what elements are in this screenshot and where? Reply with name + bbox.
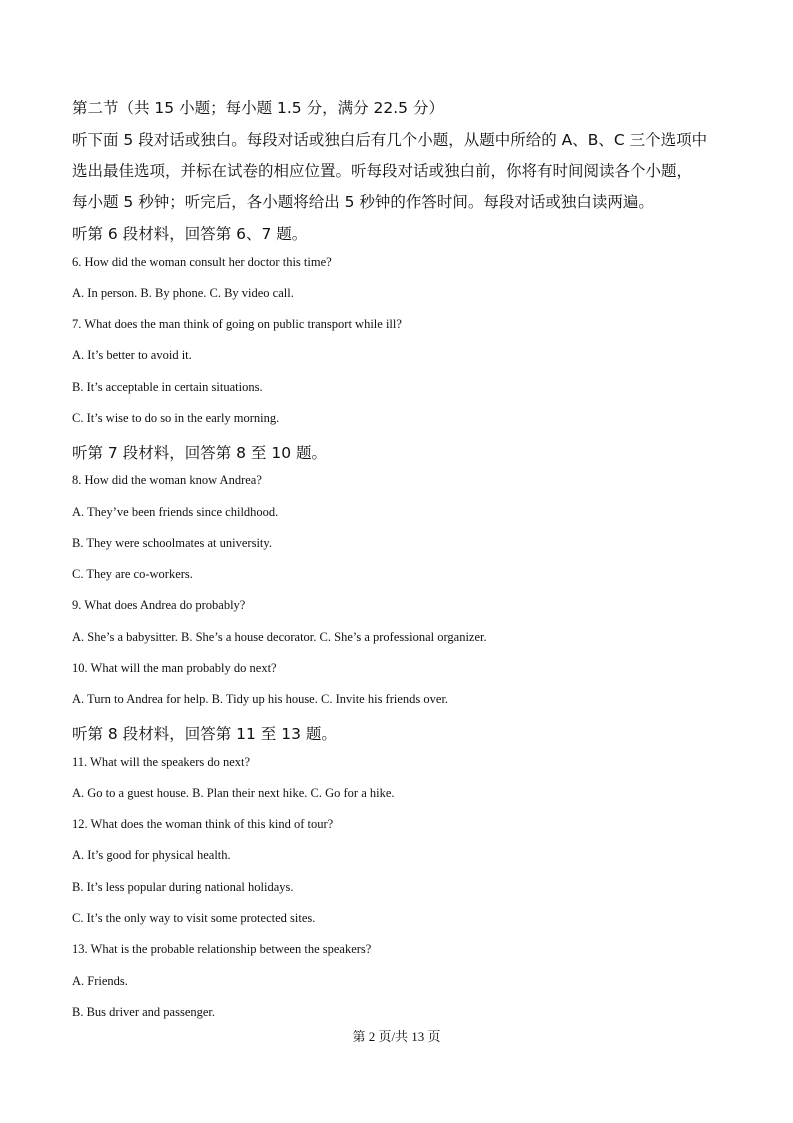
answer-option: C. They are co-workers. [72,567,193,581]
question-text: 13. What is the probable relationship between the speakers? [72,942,372,956]
section-heading: 第二节（共 15 小题；每小题 1.5 分，满分 22.5 分） [72,99,444,117]
answer-option: A. Friends. [72,974,128,988]
answer-option: A. They’ve been friends since childhood. [72,505,279,519]
group-header: 听第 8 段材料，回答第 11 至 13 题。 [72,725,337,743]
question-text: 11. What will the speakers do next? [72,755,251,769]
answer-option: B. They were schoolmates at university. [72,536,272,550]
question-text: 8. How did the woman know Andrea? [72,473,262,487]
answer-option: B. It’s less popular during national holidays. [72,880,294,894]
group-header: 听第 6 段材料，回答第 6、7 题。 [72,225,308,243]
answer-option: C. It’s the only way to visit some protected sites. [72,911,316,925]
question-text: 7. What does the man think of going on public transport while ill? [72,317,402,331]
answer-options: A. Go to a guest house. B. Plan their next hike. C. Go for a hike. [72,786,395,800]
instruction-line: 选出最佳选项，并标在试卷的相应位置。听每段对话或独白前，你将有时间阅读各个小题， [72,162,693,180]
answer-options: A. In person. B. By phone. C. By video call. [72,286,294,300]
question-text: 12. What does the woman think of this kind of tour? [72,817,334,831]
answer-option: A. It’s better to avoid it. [72,348,192,362]
page-number: 第 2 页/共 13 页 [352,1029,441,1044]
group-header: 听第 7 段材料，回答第 8 至 10 题。 [72,444,328,462]
answer-option: B. It’s acceptable in certain situations. [72,380,263,394]
answer-option: C. It’s wise to do so in the early morning. [72,411,280,425]
instruction-line: 听下面 5 段对话或独白。每段对话或独白后有几个小题，从题中所给的 A、B、C 三个选项中 [72,131,708,149]
question-text: 9. What does Andrea do probably? [72,598,246,612]
answer-option: A. It’s good for physical health. [72,848,231,862]
question-text: 10. What will the man probably do next? [72,661,277,675]
answer-options: A. Turn to Andrea for help. B. Tidy up his house. C. Invite his friends over. [72,692,449,706]
instruction-line: 每小题 5 秒钟；听完后，各小题将给出 5 秒钟的作答时间。每段对话或独白读两遍。 [72,193,654,211]
answer-options: A. She’s a babysitter. B. She’s a house decorator. C. She’s a professional organizer. [72,630,487,644]
question-text: 6. How did the woman consult her doctor this time? [72,255,332,269]
answer-option: B. Bus driver and passenger. [72,1005,216,1019]
